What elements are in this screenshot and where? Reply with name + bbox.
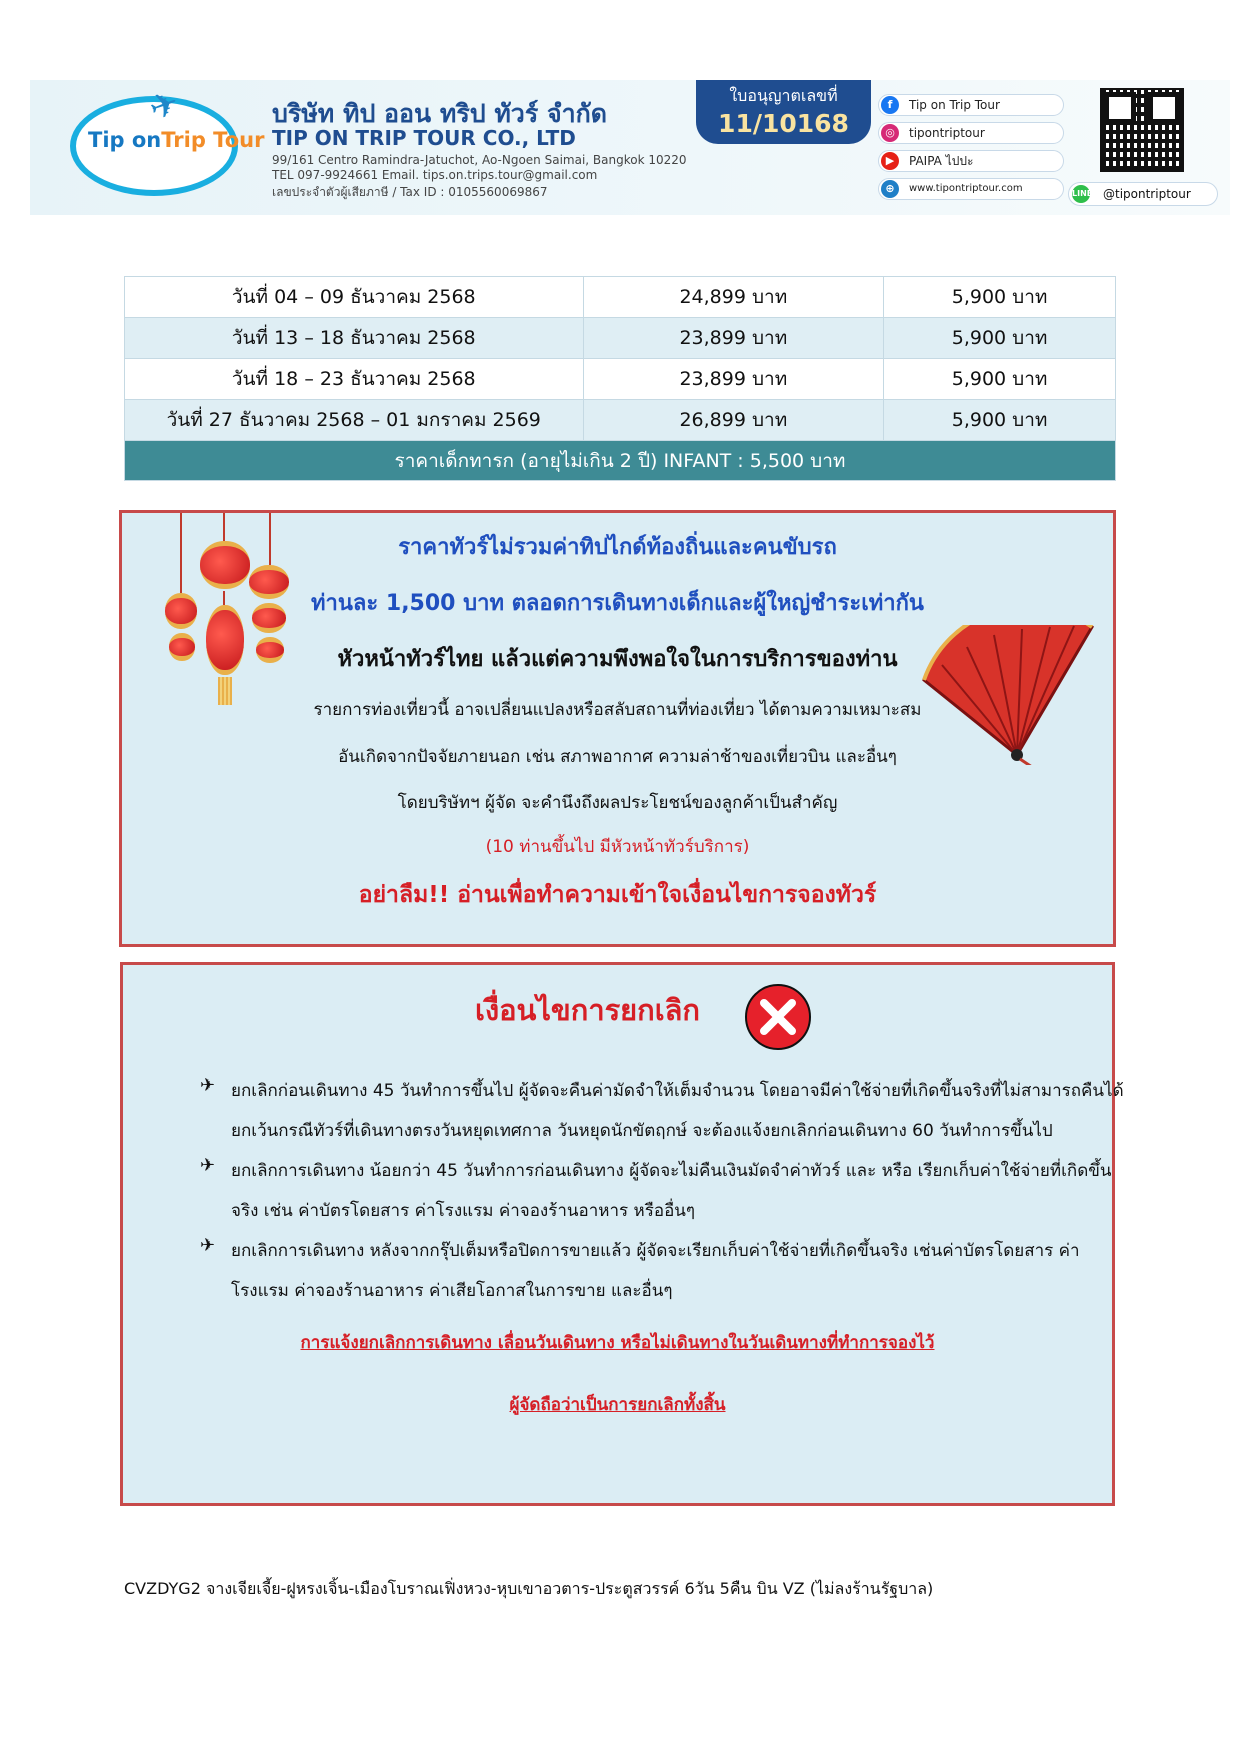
license-number: 11/10168 — [718, 109, 849, 138]
table-row — [125, 318, 1116, 359]
plane-bullet-icon: ✈ — [200, 1075, 216, 1096]
tip-notice-line1: ราคาทัวร์ไม่รวมค่าทิปไกด์ท้องถิ่นและคนขับรถ — [398, 535, 837, 560]
license-label: ใบอนุญาตเลขที่ — [729, 86, 838, 105]
social-label: PAIPA ไปปะ — [909, 154, 974, 168]
license-badge — [696, 80, 871, 144]
company-name-th: บริษัท ทิป ออน ทริป ทัวร์ จำกัด — [272, 99, 608, 128]
table-cell-single: 5,900 บาท — [884, 277, 1116, 318]
logo-text — [88, 128, 264, 152]
booking-reminder: อย่าลืม!! อ่านเพื่อทำความเข้าใจเงื่อนไขการจองทัวร์ — [358, 882, 877, 908]
table-row — [125, 400, 1116, 441]
price-table — [124, 276, 1116, 481]
line-id-label: @tipontriptour — [1103, 187, 1191, 201]
logo-text-a: Tip on — [88, 128, 162, 152]
table-cell-price: 24,899 บาท — [583, 277, 884, 318]
company-address: 99/161 Centro Ramindra-Jatuchot, Ao-Ngoen Saimai, Bangkok 10220 — [272, 153, 687, 167]
table-cell-single: 5,900 บาท — [884, 359, 1116, 400]
table-cell-single: 5,900 บาท — [884, 318, 1116, 359]
social-instagram[interactable] — [878, 122, 1064, 144]
social-label: tipontriptour — [909, 126, 985, 140]
tip-info-box — [119, 510, 1116, 947]
table-cell-price: 23,899 บาท — [583, 318, 884, 359]
table-cell-date: วันที่ 13 – 18 ธันวาคม 2568 — [125, 318, 584, 359]
table-row — [125, 277, 1116, 318]
cancel-x-icon — [743, 982, 813, 1052]
infant-price: ราคาเด็กทารก (อายุไม่เกิน 2 ปี) INFANT : 5,500 บาท — [125, 441, 1116, 481]
group-leader-note: (10 ท่านขึ้นไป มีหัวหน้าทัวร์บริการ) — [485, 837, 750, 857]
line-id[interactable] — [1068, 182, 1218, 206]
social-label: Tip on Trip Tour — [909, 98, 1000, 112]
youtube-icon: ▶ — [881, 152, 899, 170]
table-row — [125, 359, 1116, 400]
table-cell-single: 5,900 บาท — [884, 400, 1116, 441]
company-contact: TEL 097-9924661 Email. tips.on.trips.tour@gmail.com — [272, 168, 598, 182]
cancellation-box — [120, 962, 1124, 1506]
cancel-rule-2-line2: จริง เช่น ค่าบัตรโดยสาร ค่าโรงแรม ค่าจองร้านอาหาร หรืออื่นๆ — [231, 1201, 696, 1221]
social-label: www.tipontriptour.com — [909, 183, 1023, 194]
itinerary-change-line3: โดยบริษัทฯ ผู้จัด จะคำนึงถึงผลประโยชน์ของลูกค้าเป็นสำคัญ — [397, 793, 838, 813]
logo-text-b: Trip Tour — [161, 128, 265, 152]
social-youtube[interactable] — [878, 150, 1064, 172]
cancel-notice-line1: การแจ้งยกเลิกการเดินทาง เลื่อนวันเดินทาง หรือไม่เดินทางในวันเดินทางที่ทำการจองไว้ — [300, 1333, 935, 1353]
cancel-rule-3-line1: ยกเลิกการเดินทาง หลังจากกรุ๊ปเต็มหรือปิดการขายแล้ว ผู้จัดจะเรียกเก็บค่าใช้จ่ายที่เกิดขึ้นจริง เช่นค่าบัตรโดยสาร ค่า — [231, 1241, 1080, 1261]
plane-bullet-icon: ✈ — [200, 1155, 216, 1176]
itinerary-change-line2: อันเกิดจากปัจจัยภายนอก เช่น สภาพอากาศ ความล่าช้าของเที่ยวบิน และอื่นๆ — [338, 747, 897, 767]
cancel-rule-3-line2: โรงแรม ค่าจองร้านอาหาร ค่าเสียโอกาสในการขาย และอื่นๆ — [231, 1281, 673, 1301]
company-name-en: TIP ON TRIP TOUR CO., LTD — [272, 126, 576, 150]
table-cell-date: วันที่ 18 – 23 ธันวาคม 2568 — [125, 359, 584, 400]
plane-bullet-icon: ✈ — [200, 1235, 216, 1256]
social-facebook[interactable] — [878, 94, 1064, 116]
facebook-icon: f — [881, 96, 899, 114]
line-icon: LINE — [1072, 185, 1090, 203]
infant-price-row — [125, 441, 1116, 481]
qr-code — [1100, 88, 1184, 172]
cancel-rule-1-line2: ยกเว้นกรณีทัวร์ที่เดินทางตรงวันหยุดเทศกาล วันหยุดนักขัตฤกษ์ จะต้องแจ้งยกเลิกก่อนเดินทาง 60 วันทำการขึ้นไป — [231, 1121, 1053, 1141]
social-website[interactable] — [878, 178, 1064, 200]
globe-icon: ⊕ — [881, 180, 899, 198]
company-tax-id: เลขประจำตัวผู้เสียภาษี / Tax ID : 0105560069867 — [272, 185, 548, 199]
cancel-rule-1-line1: ยกเลิกก่อนเดินทาง 45 วันทำการขึ้นไป ผู้จัดจะคืนค่ามัดจำให้เต็มจำนวน โดยอาจมีค่าใช้จ่ายที่เกิดขึ้นจริงที่ไม่สามารถคืนได้ — [231, 1081, 1124, 1101]
table-cell-date: วันที่ 04 – 09 ธันวาคม 2568 — [125, 277, 584, 318]
table-cell-price: 23,899 บาท — [583, 359, 884, 400]
cancellation-title: เงื่อนไขการยกเลิก — [475, 993, 700, 1027]
itinerary-change-line1: รายการท่องเที่ยวนี้ อาจเปลี่ยนแปลงหรือสลับสถานที่ท่องเที่ยว ได้ตามความเหมาะสม — [313, 700, 922, 720]
instagram-icon: ◎ — [881, 124, 899, 142]
header-banner — [30, 80, 1230, 215]
table-cell-price: 26,899 บาท — [583, 400, 884, 441]
tour-code-footer: CVZDYG2 จางเจียเจี้ย-ฝูหรงเจิ้น-เมืองโบราณเฟิ่งหวง-หุบเขาอวตาร-ประตูสวรรค์ 6วัน 5คืน บิน VZ (ไม่ลงร้านรัฐบาล) — [124, 1579, 934, 1598]
airplane-icon: ✈ — [144, 82, 185, 130]
table-cell-date: วันที่ 27 ธันวาคม 2568 – 01 มกราคม 2569 — [125, 400, 584, 441]
tour-leader-notice: หัวหน้าทัวร์ไทย แล้วแต่ความพึงพอใจในการบริการของท่าน — [337, 647, 898, 672]
cancel-notice-line2: ผู้จัดถือว่าเป็นการยกเลิกทั้งสิ้น — [509, 1395, 726, 1415]
cancel-rule-2-line1: ยกเลิกการเดินทาง น้อยกว่า 45 วันทำการก่อนเดินทาง ผู้จัดจะไม่คืนเงินมัดจำค่าทัวร์ และ หรือ เรียกเก็บค่าใช้จ่ายที่เกิดขึ้น — [231, 1161, 1112, 1181]
tip-notice-line2: ท่านละ 1,500 บาท ตลอดการเดินทางเด็กและผู้ใหญ่ชำระเท่ากัน — [311, 591, 924, 616]
